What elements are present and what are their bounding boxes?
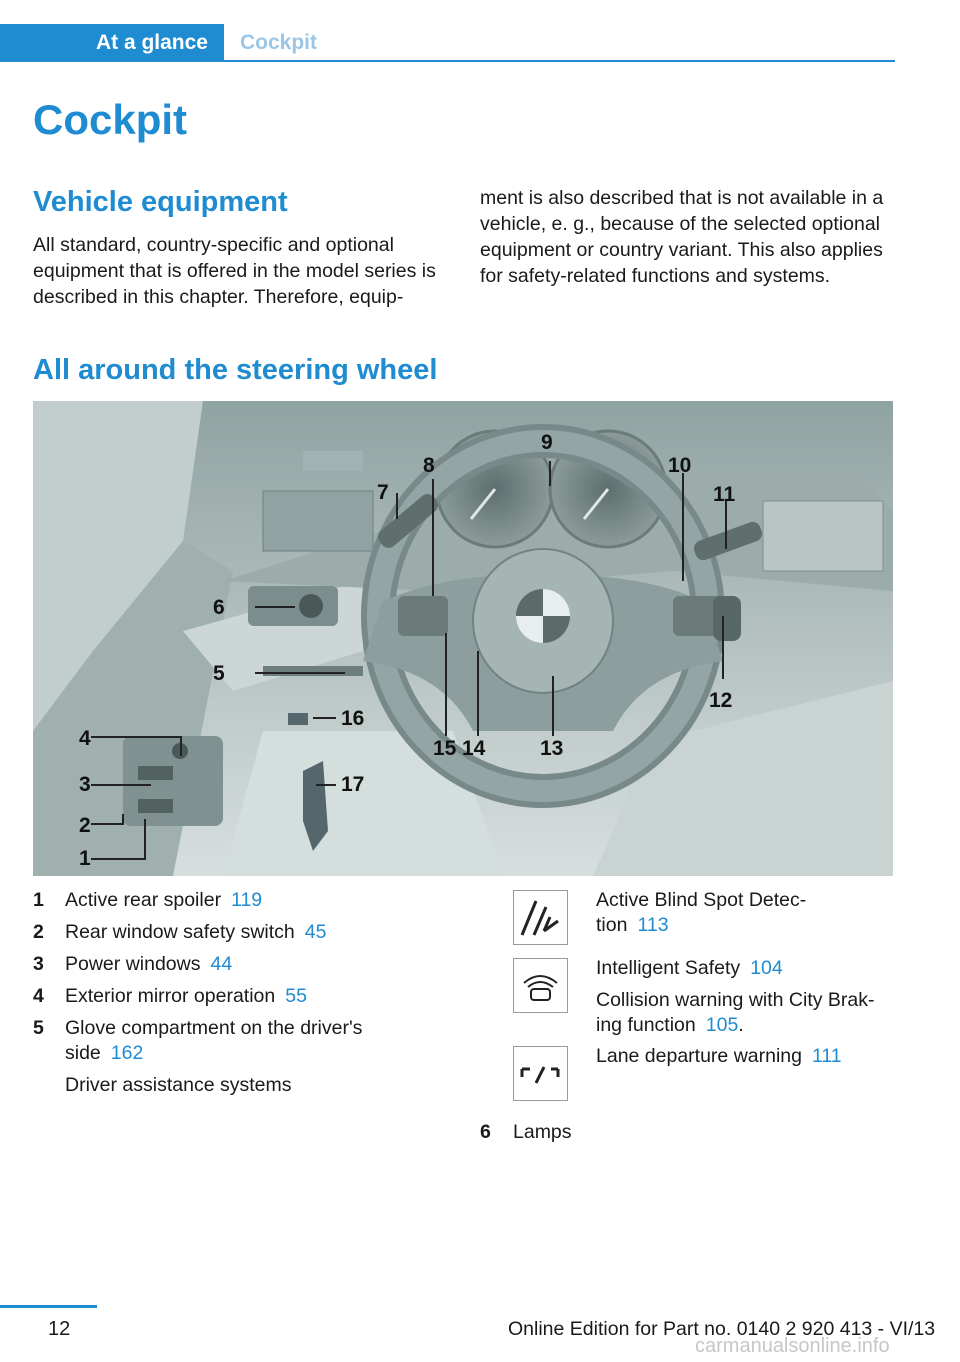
section-heading-steering-wheel: All around the steering wheel (33, 354, 438, 386)
page-ref-link[interactable]: 104 (750, 957, 783, 979)
list-item (596, 888, 896, 938)
tab-at-a-glance[interactable]: At a glance (0, 24, 224, 62)
callout-8: 8 (423, 454, 435, 477)
page-ref-link[interactable]: 119 (231, 889, 263, 911)
callout-16: 16 (341, 707, 365, 730)
legend-list-left (33, 888, 453, 1098)
item-number: 4 (33, 985, 44, 1007)
callout-13: 13 (540, 737, 564, 760)
page-ref-link[interactable]: 113 (637, 914, 669, 936)
tab-cockpit[interactable]: Cockpit (240, 31, 318, 54)
callout-2: 2 (79, 814, 91, 837)
item-subtext: Collision warning with City Brak- (596, 989, 875, 1011)
item-text: Rear window safety switch (65, 921, 295, 943)
watermark: carmanualsonline.info (695, 1335, 890, 1357)
lane-departure-icon (513, 1046, 568, 1101)
item-text: Lane departure warning (596, 1045, 802, 1067)
header-rule (224, 60, 895, 62)
list-item (33, 1016, 453, 1066)
punctuation: . (738, 1014, 744, 1036)
item-text: Lamps (513, 1121, 572, 1143)
item-number: 6 (480, 1121, 491, 1143)
callout-10: 10 (668, 454, 692, 477)
callout-9: 9 (541, 431, 553, 454)
cockpit-drawing (33, 401, 893, 876)
item-text: Exterior mirror operation (65, 985, 276, 1007)
callout-15: 15 (433, 737, 457, 760)
driver-assistance-label: Driver assistance systems (65, 1074, 292, 1096)
item-number: 5 (33, 1017, 44, 1039)
list-item (596, 1044, 896, 1069)
callout-17: 17 (341, 773, 365, 796)
list-item (596, 956, 896, 1038)
intelligent-safety-icon (513, 958, 568, 1013)
page-ref-link[interactable]: 45 (304, 921, 327, 943)
header-bar (0, 24, 895, 62)
section-heading-vehicle-equipment: Vehicle equipment (33, 186, 288, 218)
callout-11: 11 (713, 483, 736, 506)
item-text: Active Blind Spot Detec- (596, 889, 807, 911)
item-text: Intelligent Safety (596, 957, 741, 979)
list-item (33, 920, 453, 945)
cockpit-illustration (33, 401, 893, 876)
item-text: Active rear spoiler (65, 889, 222, 911)
page-title: Cockpit (33, 96, 188, 143)
item-text: Power windows (65, 953, 201, 975)
blind-spot-icon (513, 890, 568, 945)
list-item (33, 888, 453, 913)
callout-3: 3 (79, 773, 91, 796)
callout-1: 1 (79, 847, 91, 870)
page-ref-link[interactable]: 105 (705, 1014, 739, 1036)
intro-column-left: All standard, country-specific and optional equipment that is offered in the model series is described in this chapter. Therefore, equip- (33, 234, 436, 308)
intro-column-right: ment is also described that is not available in a vehicle, e. g., because of the selected optional equipment or country variant. This also applies for safety-related functions and systems. (480, 187, 884, 287)
page-ref-link[interactable]: 162 (110, 1042, 144, 1064)
edition-note: Online Edition for Part no. 0140 2 920 413 - VI/13 (508, 1318, 936, 1340)
page-number: 12 (48, 1318, 71, 1340)
page-ref-link[interactable]: 111 (811, 1045, 842, 1067)
item-number: 2 (33, 921, 44, 943)
item-number: 3 (33, 953, 44, 975)
item-text: Glove compartment on the driver's side (65, 1017, 363, 1064)
page-ref-link[interactable]: 55 (285, 985, 307, 1007)
callout-7: 7 (377, 481, 389, 504)
page-ref-link[interactable]: 44 (210, 953, 233, 975)
list-item (33, 984, 453, 1009)
item-text: tion (596, 914, 628, 936)
callout-6: 6 (213, 596, 225, 619)
item-subtext: ing function (596, 1014, 696, 1036)
callout-14: 14 (462, 737, 486, 760)
list-item (33, 952, 453, 977)
callout-12: 12 (709, 689, 733, 712)
item-number: 1 (33, 889, 44, 911)
callout-5: 5 (213, 662, 225, 685)
list-item (480, 1120, 572, 1145)
footer-rule (0, 1305, 97, 1308)
callout-4: 4 (79, 727, 91, 750)
